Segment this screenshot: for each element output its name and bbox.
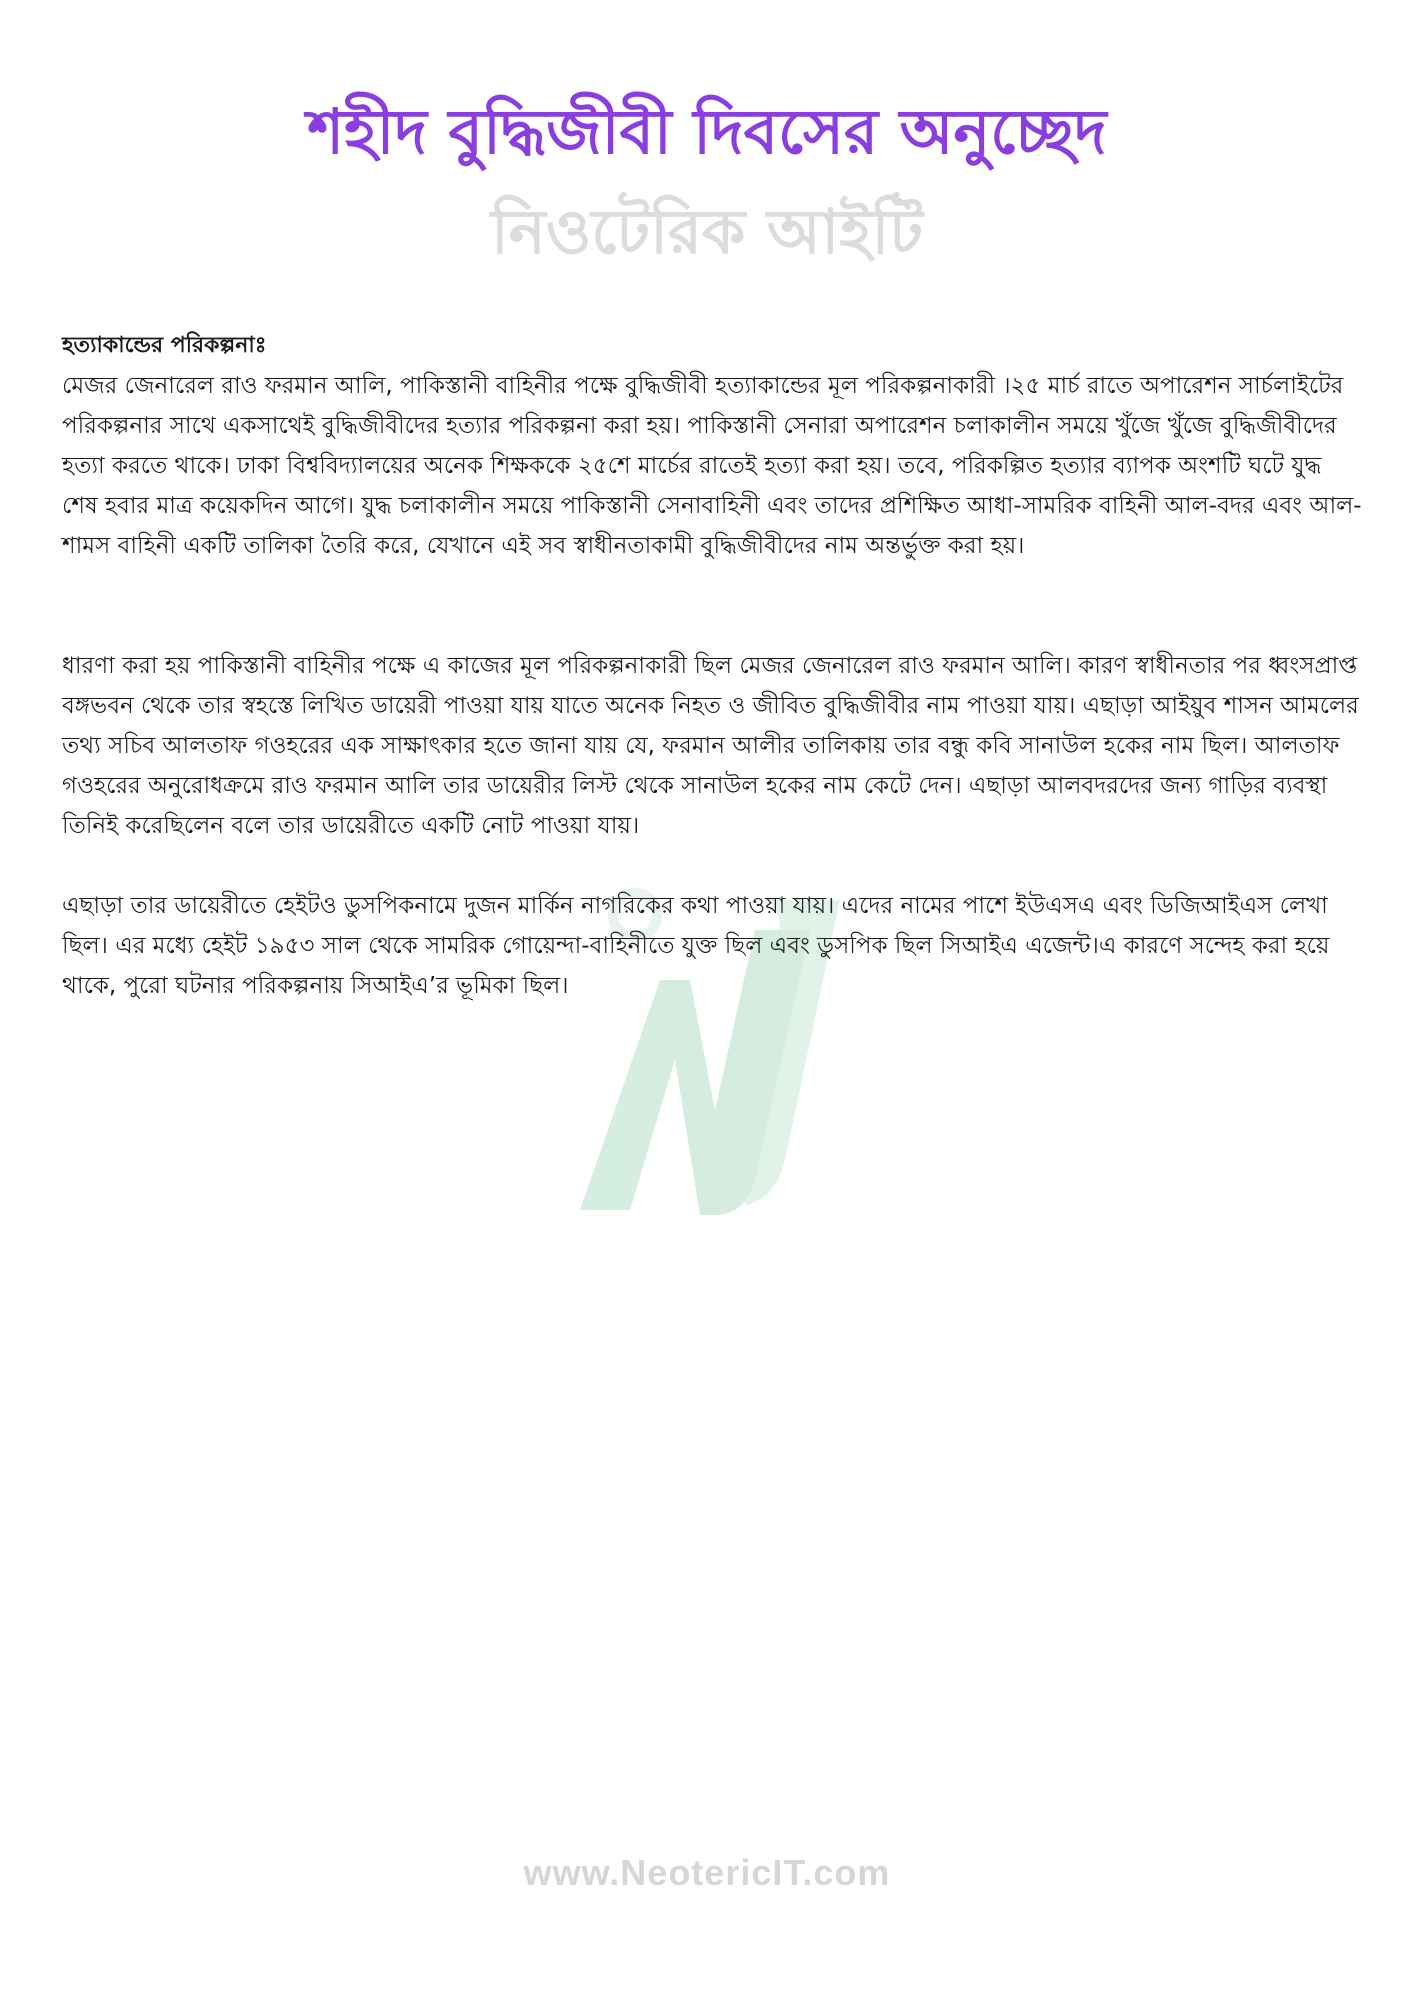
section-heading: হত্যাকান্ডের পরিকল্পনাঃ xyxy=(62,333,267,358)
footer-website: www.NeotericIT.com xyxy=(523,1852,891,1893)
paragraph-3: এছাড়া তার ডায়েরীতে হেইটও ডুসপিকনামে দুজন মার্কিন নাগরিকের কথা পাওয়া যায়। এদের নামের পাশে ইউএসএ এবং ডিজিআইএস লেখা ছিল। এর মধ্যে হেইট ১৯৫৩ সাল থেকে সামরিক গোয়েন্দা-বাহিনীতে যুক্ত ছিল এবং ডুসপিক ছিল সিআইএ এজেন্ট।এ কারণে সন্দেহ করা হয়ে থাকে, পুরো ঘটনার পরিকল্পনায় সিআইএ’র ভূমিকা ছিল। xyxy=(62,893,1330,999)
paragraph-2: ধারণা করা হয় পাকিস্তানী বাহিনীর পক্ষে এ কাজের মূল পরিকল্পনাকারী ছিল মেজর জেনারেল রাও ফরমান আলি। কারণ স্বাধীনতার পর ধ্বংসপ্রাপ্ত বঙ্গভবন থেকে তার স্বহস্তে লিখিত ডায়েরী পাওয়া যায় যাতে অনেক নিহত ও জীবিত বুদ্ধিজীবীর নাম পাওয়া যায়। এছাড়া আইয়ুব শাসন আমলের তথ্য সচিব আলতাফ গওহরের এক সাক্ষাৎকার হতে জানা যায় যে, ফরমান আলীর তালিকায় তার বন্ধু কবি সানাউল হকের নাম ছিল। আলতাফ গওহরের অনুরোধক্রমে রাও ফরমান আলি তার ডায়েরীর লিস্ট থেকে সানাউল হকের নাম কেটে দেন। এছাড়া আলবদরদের জন্য গাড়ির ব্যবস্থা তিনিই করেছিলেন বলে তার ডায়েরীতে একটি নোট পাওয়া যায়। xyxy=(62,653,1359,839)
page-title: শহীদ বুদ্ধিজীবী দিবসের অনুচ্ছেদ xyxy=(307,95,1107,168)
spacer xyxy=(62,566,1362,646)
article-body xyxy=(62,326,1362,1006)
spacer xyxy=(62,846,1362,886)
paragraph-1: মেজর জেনারেল রাও ফরমান আলি, পাকিস্তানী বাহিনীর পক্ষে বুদ্ধিজীবী হত্যাকান্ডের মূল পরিকল্পনাকারী ।২৫ মার্চ রাতে অপারেশন সার্চলাইটের পরিকল্পনার সাথে একসাথেই বুদ্ধিজীবীদের হত্যার পরিকল্পনা করা হয়। পাকিস্তানী সেনারা অপারেশন চলাকালীন সময়ে খুঁজে খুঁজে বুদ্ধিজীবীদের হত্যা করতে থাকে। ঢাকা বিশ্ববিদ্যালয়ের অনেক শিক্ষককে ২৫শে মার্চের রাতেই হত্যা করা হয়। তবে, পরিকল্পিত হত্যার ব্যাপক অংশটি ঘটে যুদ্ধ শেষ হবার মাত্র কয়েকদিন আগে। যুদ্ধ চলাকালীন সময়ে পাকিস্তানী সেনাবাহিনী এবং তাদের প্রশিক্ষিত আধা-সামরিক বাহিনী আল-বদর এবং আল- শামস বাহিনী একটি তালিকা তৈরি করে, যেখানে এই সব স্বাধীনতাকামী বুদ্ধিজীবীদের নাম অন্তর্ভুক্ত করা হয়। xyxy=(62,373,1362,559)
page-subtitle: নিওটেরিক আইটি xyxy=(491,195,923,268)
